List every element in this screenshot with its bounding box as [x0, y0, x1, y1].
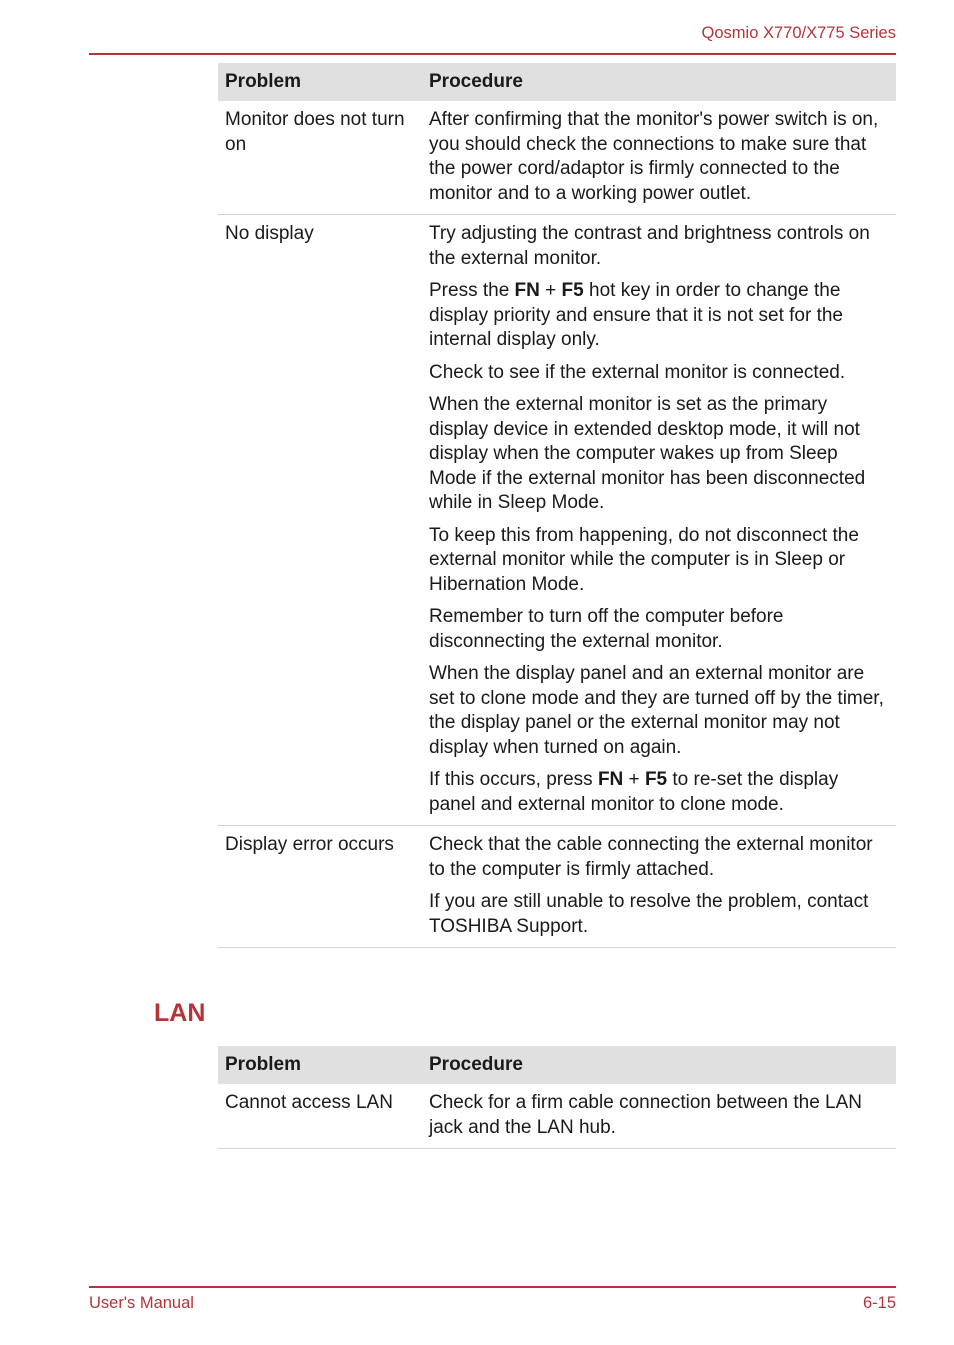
table-row [218, 826, 896, 948]
procedure-paragraph: Check to see if the external monitor is connected. [429, 361, 846, 383]
procedure-cell [422, 1084, 896, 1149]
problem-cell: Display error occurs [218, 826, 422, 948]
header-rule [89, 53, 896, 55]
table-header-row [218, 1046, 896, 1084]
footer-manual-title: User's Manual [89, 1294, 194, 1312]
text-run: hot key in order to change the display priority and ensure that it is not set for the internal display only. [429, 280, 843, 350]
procedure-paragraph: Try adjusting the contrast and brightness controls on the external monitor. [429, 223, 870, 269]
procedure-paragraph-hotkey [429, 768, 889, 817]
procedure-paragraph: When the external monitor is set as the primary display device in extended desktop mode, it will not display when the computer wakes up from Sleep Mode if the external monitor has been disconnected while in Sleep Mode. [429, 394, 866, 513]
troubleshooting-table-lan [218, 1046, 896, 1149]
text-run: + [539, 280, 562, 301]
running-header-title: Qosmio X770/X775 Series [701, 24, 896, 42]
page-number: 6-15 [862, 1294, 896, 1312]
key-fn: FN [514, 280, 540, 301]
procedure-paragraph: To keep this from happening, do not disconnect the external monitor while the computer is in Sleep or Hibernation Mode. [429, 524, 859, 595]
key-f5: F5 [644, 769, 668, 790]
table-header-row [218, 63, 896, 101]
table-row [218, 1084, 896, 1149]
key-f5: F5 [561, 280, 584, 301]
text-run: + [623, 769, 645, 790]
problem-cell: No display [218, 215, 422, 826]
text-run: to re-set the display panel and external monitor to clone mode. [429, 769, 839, 815]
procedure-cell [422, 826, 896, 948]
problem-cell: Monitor does not turn on [218, 101, 422, 215]
problem-cell: Cannot access LAN [218, 1084, 422, 1149]
procedure-paragraph: Check that the cable connecting the external monitor to the computer is firmly attached. [429, 834, 873, 880]
column-header-problem: Problem [218, 1046, 422, 1084]
procedure-cell [422, 215, 896, 826]
footer-rule [89, 1286, 896, 1288]
procedure-paragraph: Check for a firm cable connection between the LAN jack and the LAN hub. [429, 1092, 863, 1138]
column-header-procedure: Procedure [422, 63, 896, 101]
procedure-paragraph: After confirming that the monitor's power switch is on, you should check the connections to make sure that the power cord/adaptor is firmly connected to the monitor and to a working power outlet. [429, 109, 879, 204]
key-fn: FN [597, 769, 624, 790]
procedure-cell [422, 101, 896, 215]
procedure-paragraph-hotkey [429, 279, 889, 353]
section-heading-lan: LAN [154, 999, 206, 1027]
table-row [218, 215, 896, 826]
table-row [218, 101, 896, 215]
troubleshooting-table-display [218, 63, 896, 948]
procedure-paragraph: If you are still unable to resolve the problem, contact TOSHIBA Support. [429, 891, 869, 937]
text-run: If this occurs, press [429, 769, 598, 790]
procedure-paragraph: When the display panel and an external monitor are set to clone mode and they are turned off by the timer, the display panel or the external monitor may not display when turned on again. [429, 663, 884, 758]
column-header-problem: Problem [218, 63, 422, 101]
column-header-procedure: Procedure [422, 1046, 896, 1084]
procedure-paragraph: Remember to turn off the computer before disconnecting the external monitor. [429, 606, 784, 652]
text-run: Press the [429, 280, 515, 301]
